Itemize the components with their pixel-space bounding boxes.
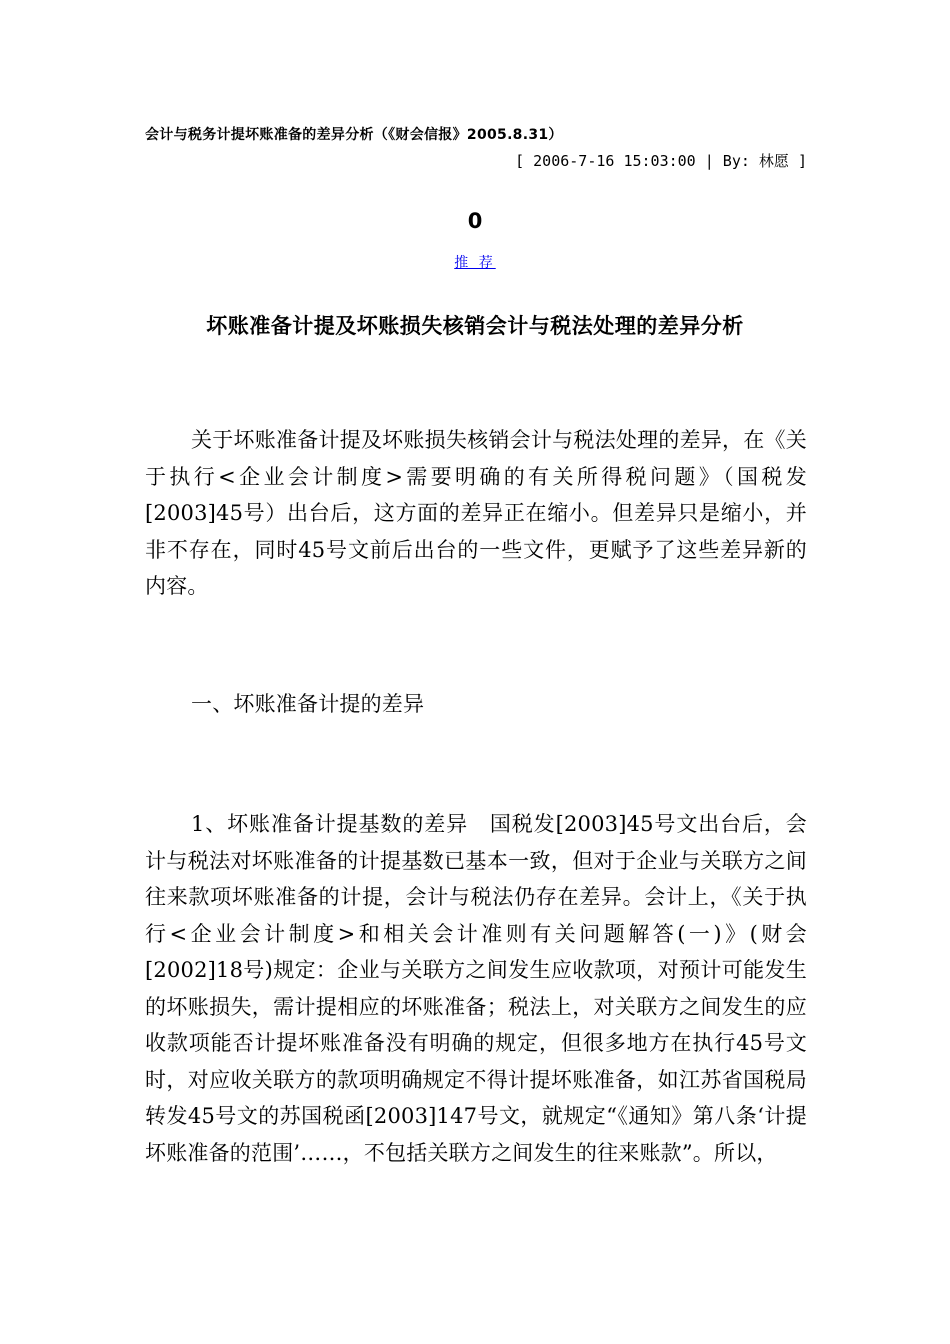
source-title: 会计与税务计提坏账准备的差异分析（《财会信报》2005.8.31） xyxy=(145,127,563,143)
post-meta: [ 2006-7-16 15:03:00 | By: 林愿 ] xyxy=(515,152,807,170)
section-heading-1: 一、坏账准备计提的差异 xyxy=(191,692,425,716)
paragraph-section-1-1: 1、坏账准备计提基数的差异 国税发[2003]45号文出台后，会计与税法对坏账准备的计提基数已基本一致，但对于企业与关联方之间往来款项坏账准备的计提，会计与税法仍存在差异。会计上，《关于执行<企业会计制度>和相关会计准则有关问题解答(一)》(财会[2002]18号)规定：企业与关联方之间发生应收款项，对预计可能发生的坏账损失，需计提相应的坏账准备；税法上，对关联方之间发生的应收款项能否计提坏账准备没有明确的规定，但很多地方在执行45号文时，对应收关联方的款项明确规定不得计提坏账准备，如江苏省国税局转发45号文的苏国税函[2003]147号文，就规定“《通知》第八条‘计提坏账准备的范围’……，不包括关联方之间发生的往来账款”。所以， xyxy=(145,812,807,1165)
recommend-link-wrapper xyxy=(0,252,950,272)
paragraph-intro: 关于坏账准备计提及坏账损失核销会计与税法处理的差异，在《关于执行<企业会计制度>需要明确的有关所得税问题》（国税发[2003]45号）出台后，这方面的差异正在缩小。但差异只是缩小，并非不存在，同时45号文前后出台的一些文件，更赋予了这些差异新的内容。 xyxy=(145,428,807,598)
article-title: 坏账准备计提及坏账损失核销会计与税法处理的差异分析 xyxy=(206,314,744,338)
recommend-link[interactable]: 推 荐 xyxy=(454,255,496,271)
vote-count: 0 xyxy=(467,209,483,233)
